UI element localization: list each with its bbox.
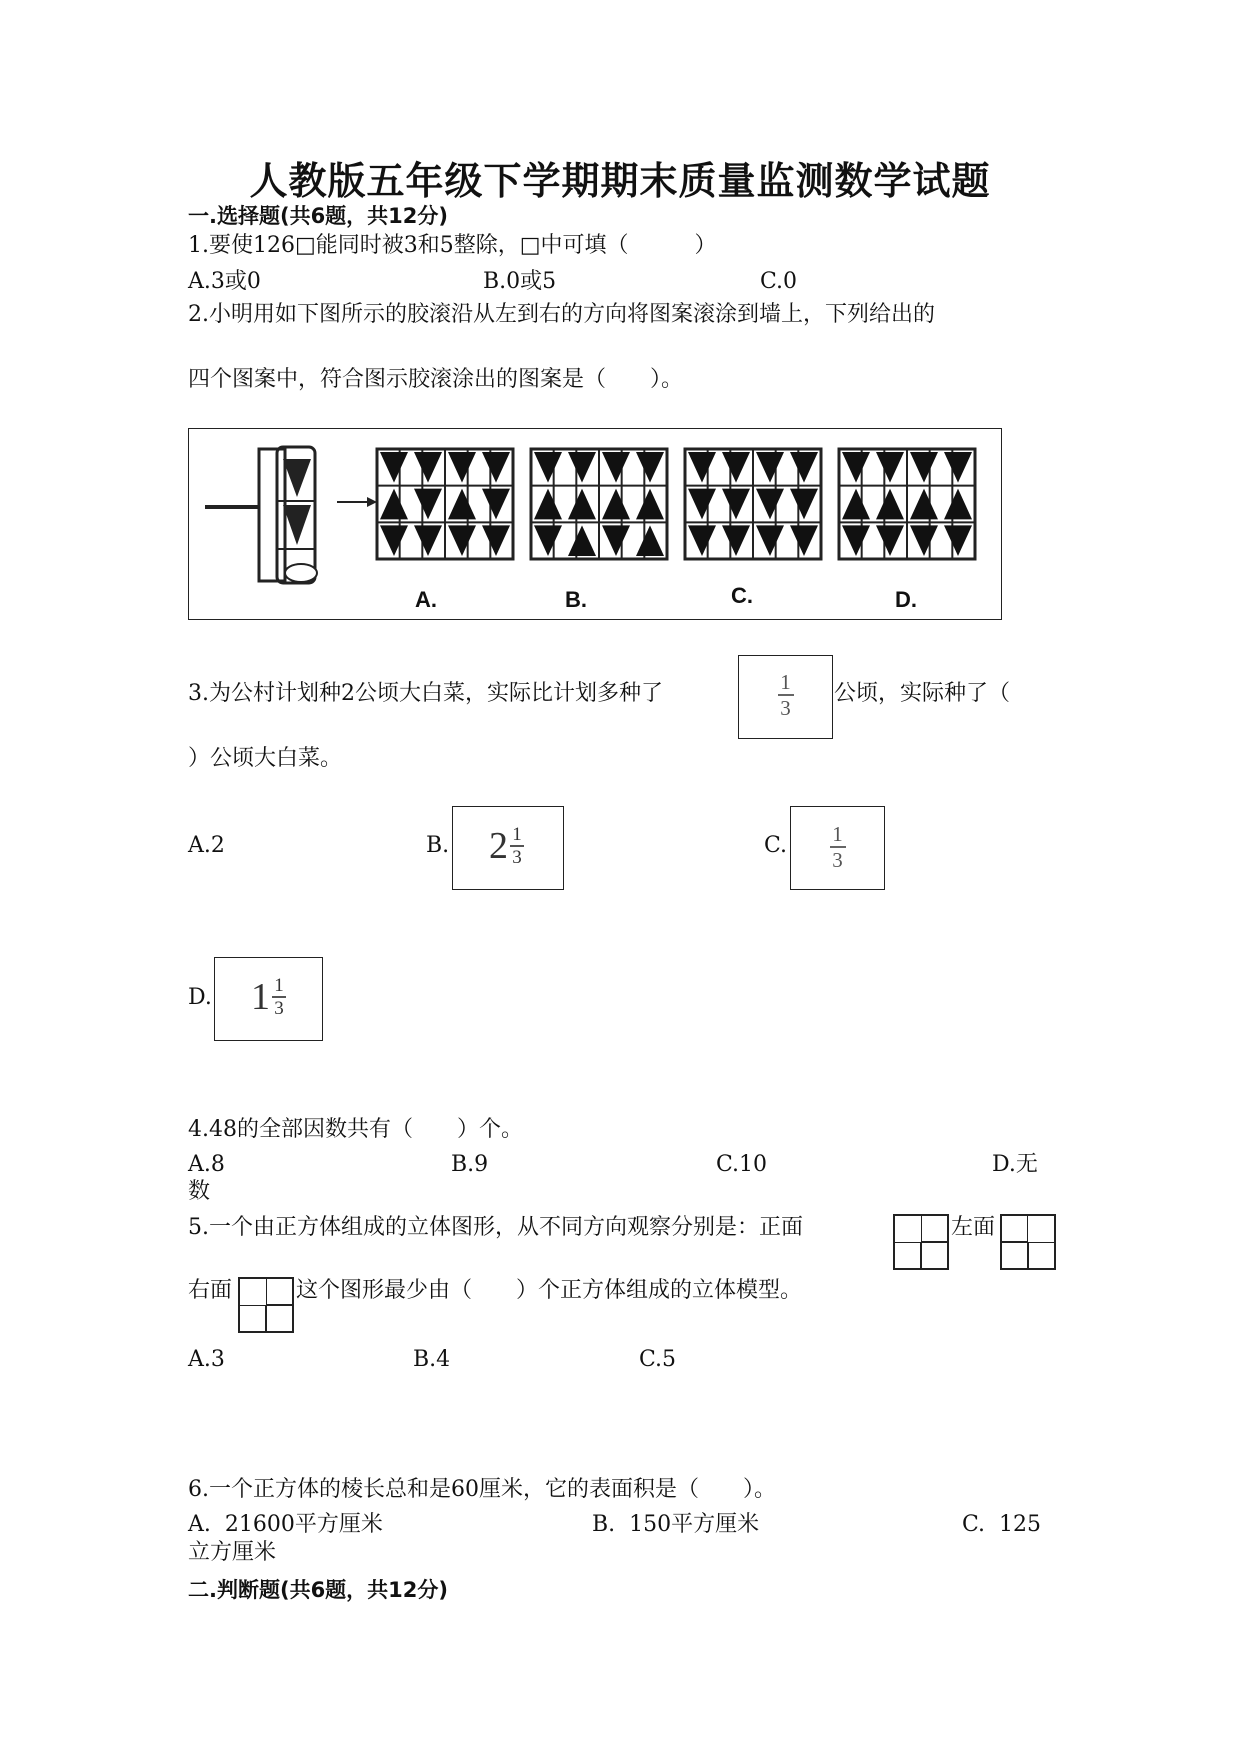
figure-label-a: A. (415, 587, 437, 612)
question-3-text-before: 3.为公村计划种2公顷大白菜，实际比计划多种了 (188, 681, 663, 706)
question-3-option-a: A.2 (188, 833, 225, 858)
question-3-option-d-label: D. (188, 985, 212, 1010)
question-4-option-c: C.10 (716, 1152, 768, 1177)
question-6-text: 6.一个正方体的棱长总和是60厘米，它的表面积是（ ）。 (188, 1477, 776, 1502)
question-3-text-after: 公顷，实际种了（ (834, 681, 1011, 706)
section-heading-choice: 一.选择题(共6题，共12分) (188, 204, 449, 228)
question-2-text-line2: 四个图案中，符合图示胶滚涂出的图案是（ ）。 (188, 367, 684, 392)
question-4-option-d: D.无 (992, 1152, 1038, 1177)
question-4-option-a: A.8 (188, 1152, 225, 1177)
fraction-box-question (738, 655, 833, 739)
pattern-option-d (839, 449, 975, 559)
question-1-text: 1.要使126□能同时被3和5整除，□中可填（ ） (188, 233, 717, 258)
option-c-box (790, 806, 885, 890)
question-2-text-line1: 2.小明用如下图所示的胶滚沿从左到右的方向将图案滚涂到墙上，下列给出的 (188, 302, 935, 327)
section-heading-judgement: 二.判断题(共6题，共12分) (188, 1578, 449, 1602)
question-3-text-line2: ）公顷大白菜。 (188, 746, 343, 771)
question-5-text-line1: 5.一个由正方体组成的立体图形，从不同方向观察分别是：正面 (188, 1215, 803, 1240)
page-title: 人教版五年级下学期期末质量监测数学试题 (249, 158, 991, 203)
fraction-one-third-option-c: 1 3 (791, 823, 884, 871)
question-5-text-line2: 这个图形最少由（ ）个正方体组成的立体模型。 (296, 1278, 803, 1303)
left-view-grid (1000, 1214, 1056, 1270)
question-4-option-b: B.9 (451, 1152, 489, 1177)
roller-figure (188, 428, 1002, 620)
figure-label-d: D. (895, 587, 917, 612)
pattern-option-a (377, 449, 513, 559)
mixed-number-one-and-one-third: 1 1 3 (251, 976, 286, 1018)
question-4-option-d-cont: 数 (188, 1179, 211, 1204)
question-1-option-a: A.3或0 (188, 269, 261, 294)
question-6-option-b: B. 150平方厘米 (592, 1512, 760, 1537)
question-1-option-b: B.0或5 (483, 269, 557, 294)
right-view-grid (238, 1277, 294, 1333)
question-5-right-label: 右面 (188, 1278, 233, 1303)
mixed-number-two-and-one-third: 2 1 3 (489, 825, 524, 867)
question-5-left-label: 左面 (951, 1215, 996, 1240)
question-5-option-a: A.3 (188, 1347, 225, 1372)
question-6-option-c: C. 125 (962, 1512, 1042, 1537)
question-3-option-c-label: C. (764, 833, 788, 858)
fraction-one-third: 1 3 (739, 671, 832, 719)
pattern-options (189, 429, 1001, 619)
option-d-box (214, 957, 323, 1041)
question-5-option-c: C.5 (639, 1347, 677, 1372)
pattern-option-b (531, 449, 667, 559)
front-view-grid (893, 1214, 949, 1270)
pattern-option-c (685, 449, 821, 559)
question-4-text: 4.48的全部因数共有（ ）个。 (188, 1117, 523, 1142)
figure-label-b: B. (565, 587, 587, 612)
question-5-option-b: B.4 (413, 1347, 451, 1372)
question-3-option-b-label: B. (426, 833, 450, 858)
question-6-option-c-cont: 立方厘米 (188, 1540, 277, 1565)
option-b-box (452, 806, 564, 890)
question-6-option-a: A. 21600平方厘米 (188, 1512, 383, 1537)
figure-label-c: C. (731, 583, 753, 608)
question-1-option-c: C.0 (760, 269, 798, 294)
